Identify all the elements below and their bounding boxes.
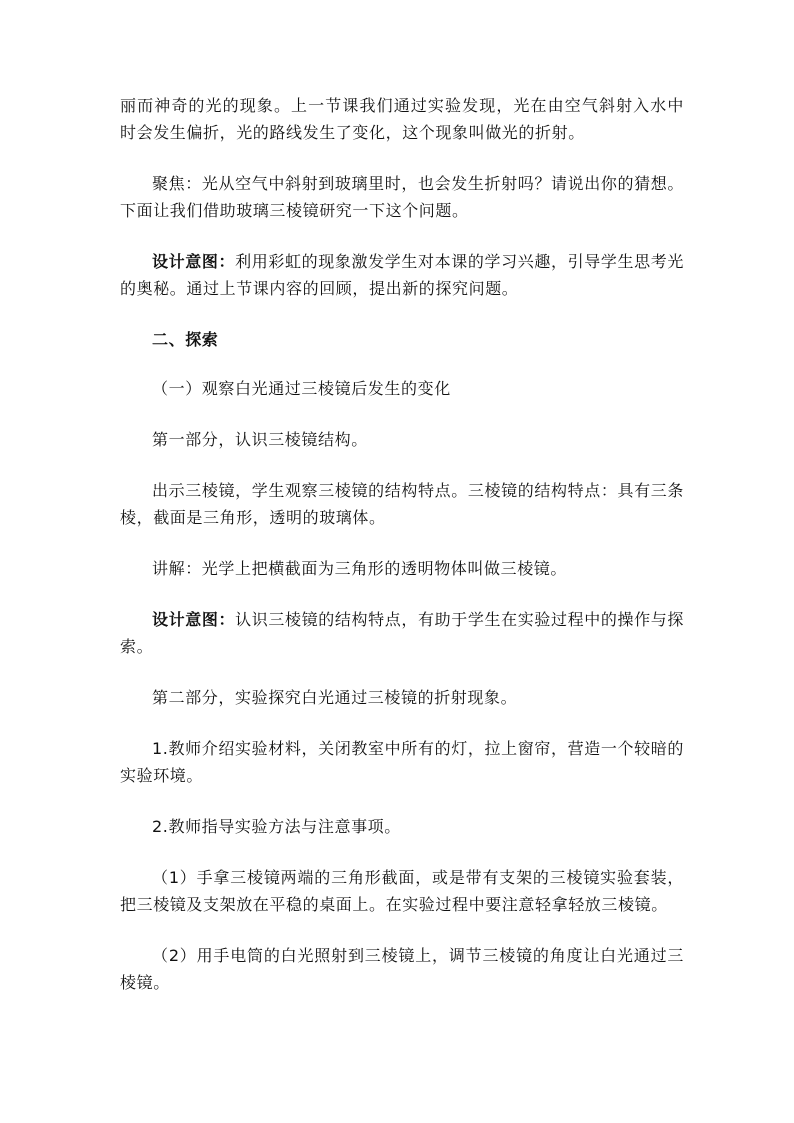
design-intent-label: 设计意图：	[152, 610, 236, 629]
paragraph-explanation: 讲解：光学上把横截面为三角形的透明物体叫做三棱镜。	[152, 559, 568, 578]
paragraph-step-1: 1.教师介绍实验材料，关闭教室中所有的灯，拉上窗帘，营造一个较暗的实验环境。	[120, 739, 684, 785]
section-heading-explore: 二、探索	[152, 330, 219, 349]
paragraph-part-two: 第二部分，实验探究白光通过三棱镜的折射现象。	[152, 688, 518, 707]
paragraph-part-one: 第一部分，认识三棱镜结构。	[152, 430, 368, 449]
design-intent-text: 认识三棱镜的结构特点，有助于学生在实验过程中的操作与探索。	[120, 610, 684, 656]
paragraph-intro-continued: 丽而神奇的光的现象。上一节课我们通过实验发现，光在由空气斜射入水中时会发生偏折，光的路线发生了变化，这个现象叫做光的折射。	[120, 96, 684, 142]
paragraph-prism-structure: 出示三棱镜，学生观察三棱镜的结构特点。三棱镜的结构特点：具有三条棱，截面是三角形，透明的玻璃体。	[120, 481, 684, 527]
design-intent-label: 设计意图：	[152, 252, 236, 271]
subsection-heading-observe: （一）观察白光通过三棱镜后发生的变化	[152, 379, 451, 398]
paragraph-focus: 聚焦：光从空气中斜射到玻璃里时，也会发生折射吗？请说出你的猜想。下面让我们借助玻璃三棱镜研究一下这个问题。	[120, 174, 684, 220]
paragraph-design-intent-2	[120, 606, 684, 660]
paragraph-step-2: 2.教师指导实验方法与注意事项。	[152, 817, 401, 836]
paragraph-design-intent-1	[120, 248, 684, 302]
design-intent-text: 利用彩虹的现象激发学生对本课的学习兴趣，引导学生思考光的奥秘。通过上节课内容的回顾，提出新的探究问题。	[120, 252, 684, 298]
paragraph-step-2-2: （2）用手电筒的白光照射到三棱镜上，调节三棱镜的角度让白光通过三棱镜。	[120, 946, 684, 992]
paragraph-step-2-1: （1）手拿三棱镜两端的三角形截面，或是带有支架的三棱镜实验套装，把三棱镜及支架放在平稳的桌面上。在实验过程中要注意轻拿轻放三棱镜。	[120, 868, 684, 914]
